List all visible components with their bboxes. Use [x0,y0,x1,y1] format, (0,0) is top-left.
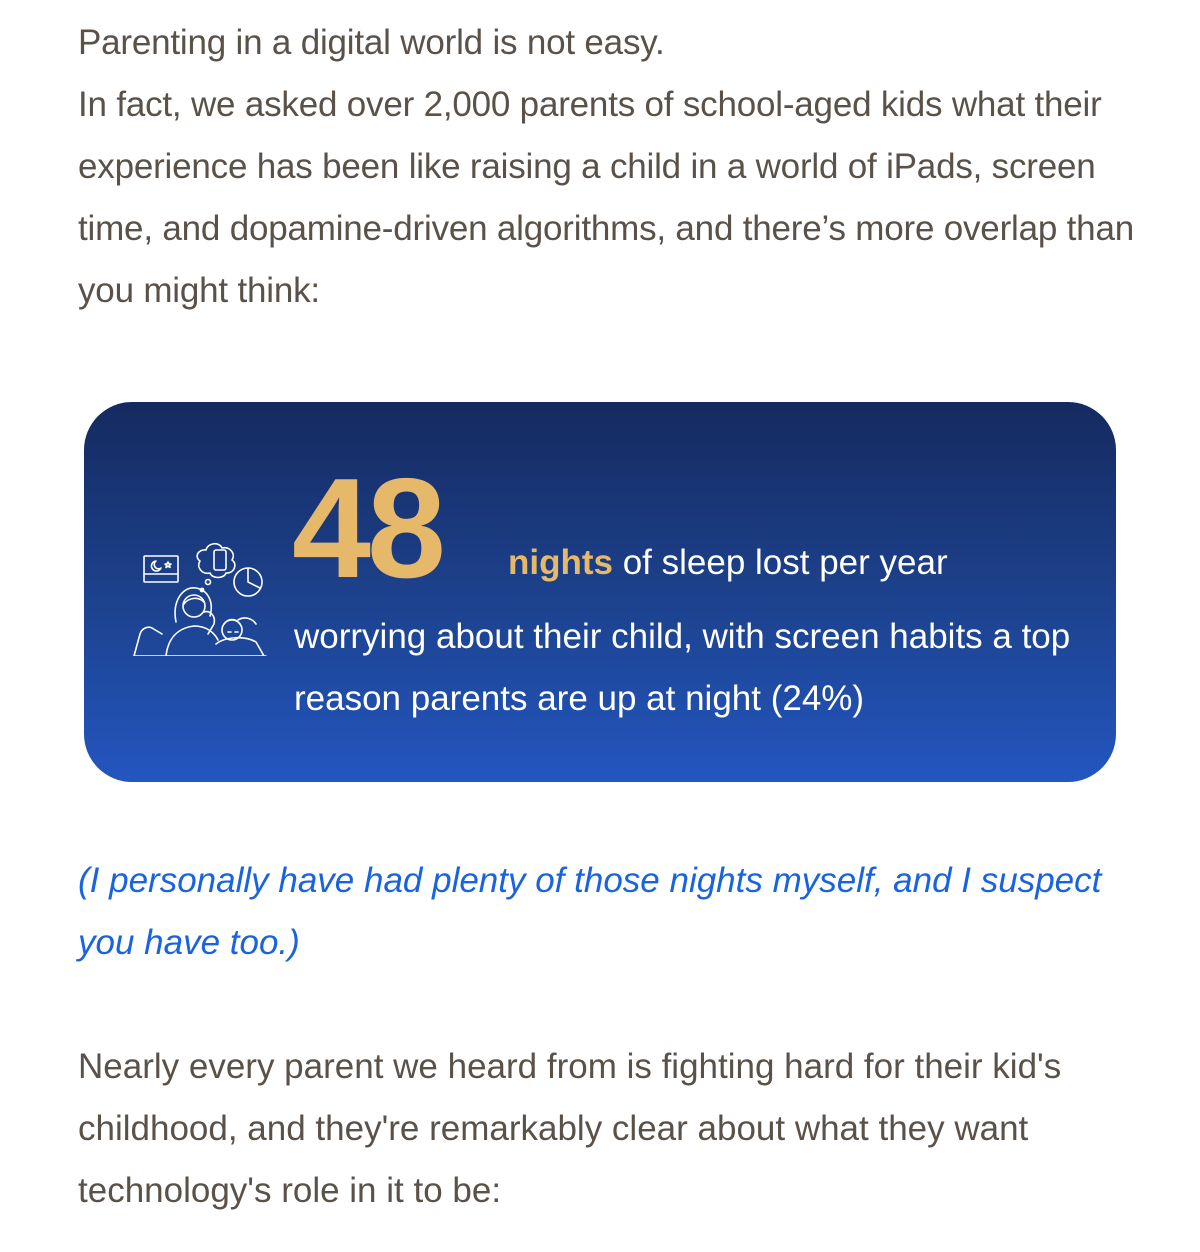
stat-headline-rest: of sleep lost per year [612,543,948,582]
author-aside: (I personally have had plenty of those nights myself, and I suspect you have too.) [78,861,1102,962]
stat-description: worrying about their child, with screen habits a top reason parents are up at night (24%) [294,617,1071,718]
stat-highlight-word: nights [508,543,613,582]
closing-paragraph: Nearly every parent we heard from is fighting hard for their kid's childhood, and they're remarkably clear about what they want technology's role in it to be: [78,1047,1062,1210]
intro-paragraph: In fact, we asked over 2,000 parents of school-aged kids what their experience has been like raising a child in a world of iPads, screen time, and dopamine-driven algorithms, and there’s more overlap than you might think: [78,85,1134,310]
stat-headline [508,538,948,588]
stat-number: 48 [292,449,442,608]
intro-line: Parenting in a digital world is not easy. [78,23,665,62]
sleepless-parent-icon [132,540,268,656]
stat-card [84,402,1116,782]
article-intro [78,12,1138,322]
